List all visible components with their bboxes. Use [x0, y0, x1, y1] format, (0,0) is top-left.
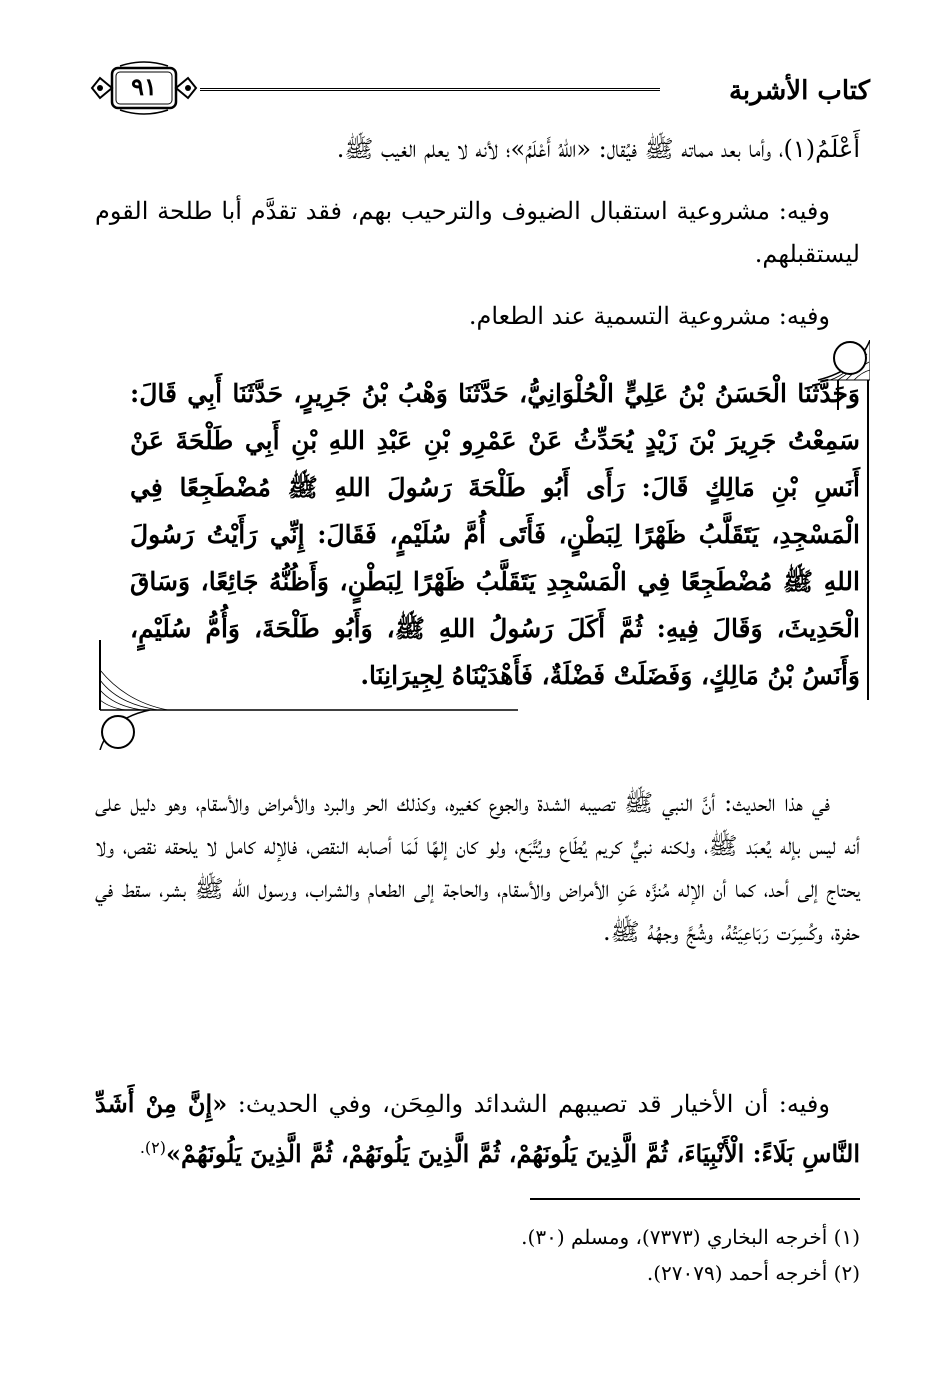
hadith-frame [98, 340, 870, 750]
page-number-ornament [90, 60, 198, 116]
paragraph-5 [95, 1082, 860, 1176]
footnote-2: (٢) أخرجه أحمد (٢٧٠٧٩). [646, 1261, 860, 1285]
paragraph-4: في هذا الحديث: أنَّ النبي ﷺ تصيبه الشدة والجوع كغيره، وكذلك الحر والبرد والأمراض والأسقام، وهو دليل على أنه ليس بإله يُعبَد ﷺ، ولكنه نبيٌّ كريم يُطَاع ويُتَّبَع، ولو كان إلهًا لَمَا أصابه النقص، فالإله كامل لا يلحقه نقص، ولا يحتاج إلى أحد، كما أن الإله مُنزَّه عَنِ الأمراض والأسقام، والحاجة إلى الطعام والشراب، ورسول الله ﷺ بشر، سقط في حفرة، وكُسِرَت رَبَاعِيَتُهُ، وشُجَّ وجهُهُ ﷺ. [95, 789, 860, 946]
paragraph-2: وفيه: مشروعية استقبال الضيوف والترحيب بهم، فقد تقدَّم أبا طلحة القوم ليستقبلهم. [95, 197, 860, 268]
header-rule [200, 88, 660, 95]
hadith-text: وَحَدَّثَنَا الْحَسَنُ بْنُ عَلِيٍّ الْحُلْوَانِيُّ، حَدَّثَنَا وَهْبُ بْنُ جَرِيرٍ، حَدَّثَنَا أَبِي قَالَ: سَمِعْتُ جَرِيرَ بْنَ زَيْدٍ يُحَدِّثُ عَنْ عَمْرِو بْنِ عَبْدِ اللهِ بْنِ أَبِي طَلْحَةَ عَنْ أَنَسِ بْنِ مَالِكٍ قَالَ: رَأَى أَبُو طَلْحَةَ رَسُولَ اللهِ ﷺ مُضْطَجِعًا فِي الْمَسْجِدِ، يَتَقَلَّبُ ظَهْرًا لِبَطْنٍ، فَأَتَى أُمَّ سُلَيْمٍ، فَقَالَ: إِنِّي رَأَيْتُ رَسُولَ اللهِ ﷺ مُضْطَجِعًا فِي الْمَسْجِدِ يَتَقَلَّبُ ظَهْرًا لِبَطْنٍ، وَأَظُنُّهُ جَائِعًا، وَسَاقَ الْحَدِيثَ، وَقَالَ فِيهِ: ثُمَّ أَكَلَ رَسُولُ اللهِ ﷺ، وَأَبُو طَلْحَةَ، وَأُمُّ سُلَيْمٍ، وَأَنَسُ بْنُ مَالِكٍ، وَفَضَلَتْ فَضْلَةٌ، فَأَهْدَيْنَاهُ لِجِيرَانِنَا. [130, 379, 860, 690]
footnote-1: (١) أخرجه البخاري (٧٣٧٣)، ومسلم (٣٠). [521, 1225, 860, 1249]
footnote-ref: (٢). [139, 1138, 166, 1157]
footnote-separator [530, 1198, 860, 1200]
paragraph-3: وفيه: مشروعية التسمية عند الطعام. [468, 302, 830, 330]
paragraph-1: أَعْلَمُ(١)، وأما بعد مماته ﷺ فيُقال: «اللهُ أَعْلَمُ»؛ لأنه لا يعلم الغيب ﷺ. [336, 135, 860, 163]
page-header [90, 58, 870, 128]
page-number: ٩١ [131, 72, 157, 101]
paragraph-5-lead: وفيه: أن الأخيار قد تصيبهم الشدائد والمِحَن، وفي الحديث: [237, 1090, 830, 1118]
book-title: كتاب الأشربة [728, 76, 870, 106]
hadith-quote: «إِنَّ مِنْ أَشَدِّ النَّاسِ بَلَاءً: الْأَنْبِيَاءَ، ثُمَّ الَّذِينَ يَلُونَهُمْ، ثُمَّ الَّذِينَ يَلُونَهُمْ، ثُمَّ الَّذِينَ يَلُونَهُمْ» [95, 1089, 860, 1168]
